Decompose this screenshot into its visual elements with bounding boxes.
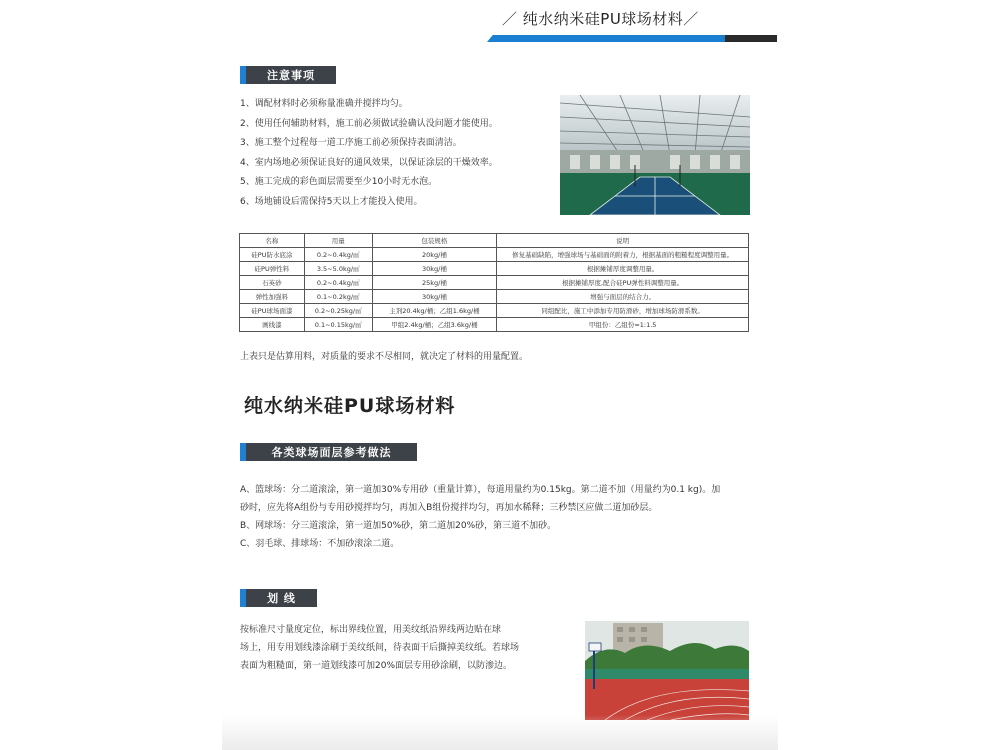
- table-row: [240, 276, 749, 290]
- page-title: 纯水纳米硅PU球场材料: [244, 395, 456, 417]
- table-cell: 甲组2.4kg/桶；乙组3.6kg/桶: [372, 318, 497, 332]
- paragraph-line: 场上，用专用划线漆涂刷于美纹纸间，待表面干后撕掉美纹纸。若球场: [240, 643, 520, 653]
- indoor-court-photo: [560, 95, 750, 215]
- outdoor-track-photo: [585, 621, 749, 720]
- header-underline-bar: [487, 35, 777, 42]
- paragraph-line: 表面为粗糙面，第一道划线漆可加20%面层专用砂涂刷，以防渗边。: [240, 661, 513, 671]
- table-cell: 根据摊铺厚度调整用量。: [497, 262, 749, 276]
- table-cell: 0.1~0.15kg/㎡: [304, 318, 372, 332]
- table-cell: 30kg/桶: [372, 262, 497, 276]
- table-cell: 弹性加强料: [240, 290, 305, 304]
- bottom-fade: [222, 715, 778, 750]
- table-cell: 甲组份：乙组份=1:1.5: [497, 318, 749, 332]
- section-heading-surface: [240, 443, 417, 461]
- section-heading-label: 各类球场面层参考做法: [246, 443, 417, 461]
- paragraph-line: B、网球场：分三道滚涂，第一道加50%砂，第二道加20%砂，第三道不加砂。: [240, 521, 557, 531]
- table-cell: 硅PU球场面漆: [240, 304, 305, 318]
- paragraph-line: C、羽毛球、排球场：不加砂滚涂二道。: [240, 539, 400, 549]
- list-item: 5、施工完成的彩色面层需要至少10小时无水泡。: [240, 177, 438, 187]
- table-cell: 硅PU防水底涂: [240, 248, 305, 262]
- paragraph-line: 砂时，应先将A组份与专用砂搅拌均匀，再加入B组份搅拌均匀，再加水稀释；三秒禁区应做二道加砂层。: [240, 503, 658, 513]
- table-row: [240, 318, 749, 332]
- document-page: [222, 0, 778, 750]
- material-spec-table: [239, 233, 749, 332]
- table-header-cell: 用量: [304, 234, 372, 248]
- table-cell: 25kg/桶: [372, 276, 497, 290]
- lining-paragraph: [240, 621, 580, 675]
- section-heading-label: 注意事项: [246, 66, 336, 84]
- paragraph-line: 按标准尺寸量度定位，标出界线位置，用美纹纸沿界线两边贴在球: [240, 625, 502, 635]
- notes-list: [240, 95, 560, 212]
- table-header-row: [240, 234, 749, 248]
- list-item: 4、室内场地必须保证良好的通风效果，以保证涂层的干燥效率。: [240, 157, 498, 168]
- list-item: 3、施工整个过程每一道工序施工前必须保持表面清洁。: [240, 138, 462, 148]
- section-heading-lining: [240, 589, 317, 607]
- table-header-cell: 名称: [240, 234, 305, 248]
- section-heading-notes: [240, 66, 336, 84]
- paragraph-line: A、篮球场：分二道滚涂，第一道加30%专用砂（重量计算），每道用量约为0.15kg。第二道不加（用量约为0.1 kg)。加: [240, 485, 721, 495]
- list-item: 6、场地铺设后需保持5天以上才能投入使用。: [240, 196, 423, 207]
- table-cell: 0.2~0.4kg/㎡: [304, 248, 372, 262]
- table-cell: 画线漆: [240, 318, 305, 332]
- table-cell: 增强与面层的结合力。: [497, 290, 749, 304]
- table-footnote: 上表只是估算用料，对质量的要求不尽相同，就决定了材料的用量配置。: [240, 352, 529, 362]
- list-item: 2、使用任何辅助材料，施工前必须做试验确认没问题才能使用。: [240, 118, 498, 129]
- table-cell: 20kg/桶: [372, 248, 497, 262]
- surface-paragraph: [240, 481, 770, 553]
- table-cell: 根据摊铺厚度,配合硅PU弹性料调整用量。: [497, 276, 749, 290]
- table-cell: 0.2~0.25kg/㎡: [304, 304, 372, 318]
- table-header-cell: 包装规格: [372, 234, 497, 248]
- table-cell: 主剂20.4kg/桶；乙组1.6kg/桶: [372, 304, 497, 318]
- list-item: 1、调配材料时必须称量准确并搅拌均匀。: [240, 99, 408, 109]
- table-cell: 0.2~0.4kg/㎡: [304, 276, 372, 290]
- table-cell: 3.5~5.0kg/㎡: [304, 262, 372, 276]
- table-row: [240, 248, 749, 262]
- header-title: ／ 纯水纳米硅PU球场材料／: [502, 10, 699, 28]
- table-cell: 0.1~0.2kg/㎡: [304, 290, 372, 304]
- table-cell: 石英砂: [240, 276, 305, 290]
- table-row: [240, 262, 749, 276]
- table-cell: 硅PU弹性料: [240, 262, 305, 276]
- table-cell: 同组配比，施工中添加专用防滑砂，增加球场防滑系数。: [497, 304, 749, 318]
- table-cell: 30kg/桶: [372, 290, 497, 304]
- table-header-cell: 说明: [497, 234, 749, 248]
- section-heading-label: 划 线: [246, 589, 317, 607]
- table-row: [240, 304, 749, 318]
- table-row: [240, 290, 749, 304]
- table-cell: 修复基础缺陷，增强球场与基础面的附着力，根据基面的粗糙程度调整用量。: [497, 248, 749, 262]
